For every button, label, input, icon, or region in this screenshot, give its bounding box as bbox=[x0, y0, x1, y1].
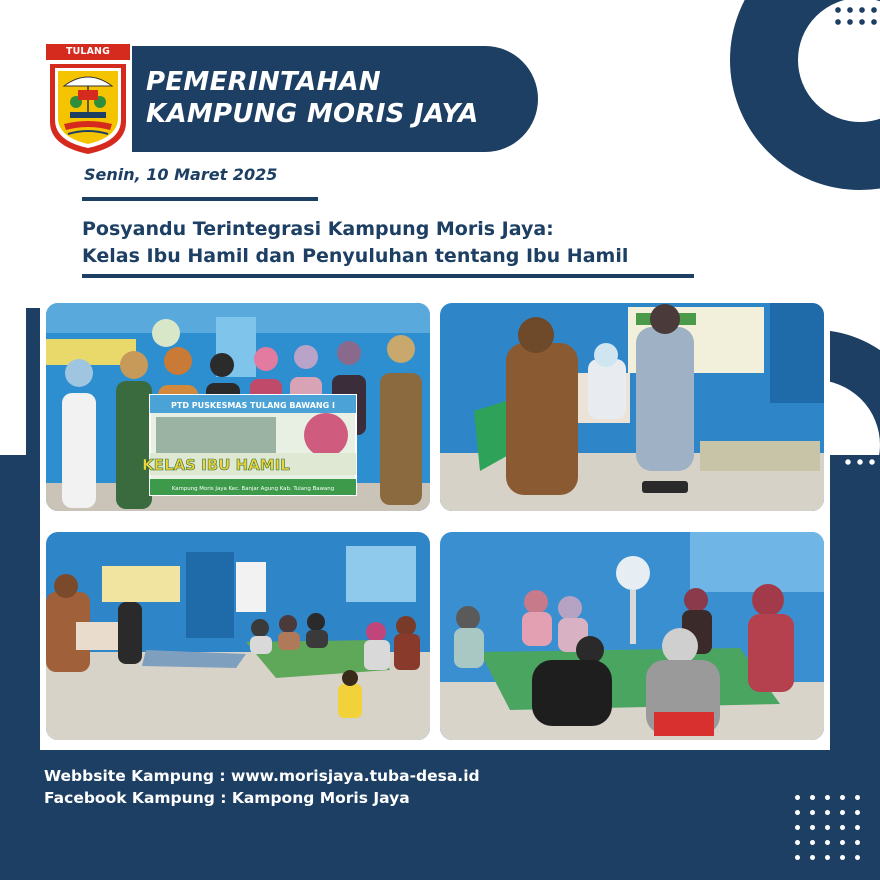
website-link[interactable]: www.morisjaya.tuba-desa.id bbox=[231, 767, 480, 785]
photo-counselling-circle-image bbox=[440, 532, 824, 740]
event-date: Senin, 10 Maret 2025 bbox=[84, 165, 278, 184]
regency-logo bbox=[46, 44, 130, 156]
decorative-dots-top bbox=[832, 4, 880, 30]
logo-banner-text: TULANG bbox=[46, 44, 130, 60]
decorative-dots-bottom bbox=[790, 790, 860, 865]
facebook-label: Facebook Kampung bbox=[44, 789, 215, 807]
event-title bbox=[82, 216, 702, 270]
photo-counselling-circle bbox=[440, 532, 824, 740]
website-label: Webbsite Kampung bbox=[44, 767, 214, 785]
tulang-bawang-emblem-icon bbox=[46, 62, 130, 156]
header-line-1: PEMERINTAHAN bbox=[146, 67, 381, 97]
photo-classroom-wide-image bbox=[46, 532, 430, 740]
header-line-2: KAMPUNG MORIS JAYA bbox=[146, 99, 479, 129]
footer-website-line bbox=[44, 765, 480, 787]
facebook-link[interactable]: Kampong Moris Jaya bbox=[231, 789, 410, 807]
banner-bottom-text: Kampung Moris Jaya Kec. Banjar Agung Kab. Tulang Bawang bbox=[171, 486, 335, 492]
event-title-line-1: Posyandu Terintegrasi Kampung Moris Jaya: bbox=[82, 218, 554, 240]
event-title-line-2: Kelas Ibu Hamil dan Penyuluhan tentang Ibu Hamil bbox=[82, 245, 629, 267]
photo-weighing-image bbox=[440, 303, 824, 511]
photo-collage bbox=[40, 296, 830, 750]
header-title-pill bbox=[132, 46, 538, 152]
photo-classroom-wide bbox=[46, 532, 430, 740]
title-underline bbox=[82, 274, 694, 278]
decorative-dots-mid bbox=[842, 420, 880, 470]
contact-footer bbox=[44, 765, 480, 809]
facebook-separator: : bbox=[214, 789, 232, 807]
photo-group-banner bbox=[46, 303, 430, 511]
website-separator: : bbox=[214, 767, 231, 785]
banner-top-text: PTD PUSKESMAS TULANG BAWANG I bbox=[171, 401, 335, 410]
footer-facebook-line bbox=[44, 787, 480, 809]
photo-group-banner-image bbox=[46, 303, 430, 511]
photo-weighing bbox=[440, 303, 824, 511]
date-underline bbox=[82, 197, 318, 201]
banner-main-text: KELAS IBU HAMIL bbox=[142, 456, 290, 474]
